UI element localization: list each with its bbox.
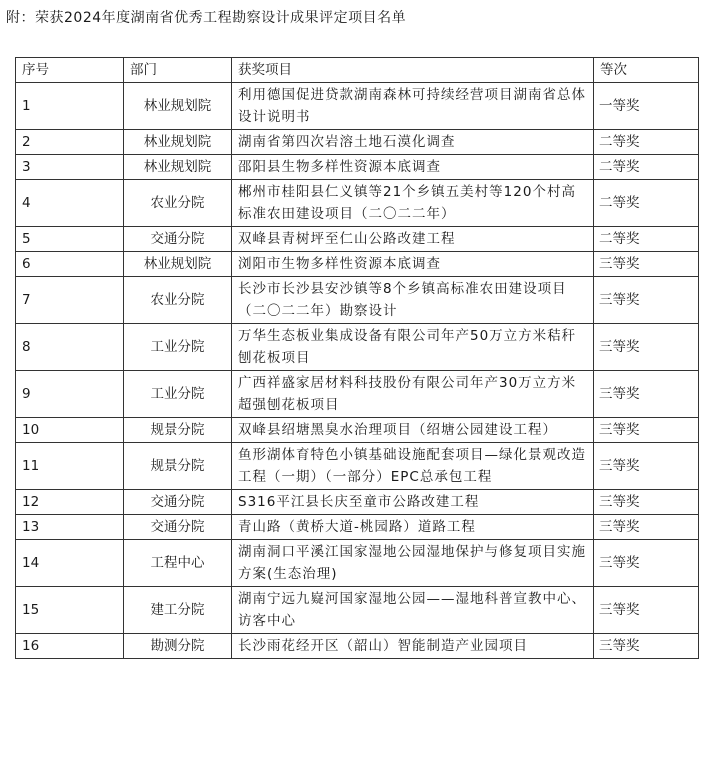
table-row [16,227,699,252]
row-department: 林业规划院 [124,252,232,277]
row-rank: 三等奖 [594,515,699,540]
header-rank: 等次 [594,58,699,83]
row-project: 青山路（黄桥大道-桃园路）道路工程 [232,515,594,540]
row-department: 农业分院 [124,180,232,227]
awards-table [15,57,699,659]
table-row [16,277,699,324]
table-row [16,83,699,130]
row-project: 双峰县青树坪至仁山公路改建工程 [232,227,594,252]
row-rank: 二等奖 [594,180,699,227]
row-index: 16 [16,634,124,659]
row-index: 4 [16,180,124,227]
row-index: 15 [16,587,124,634]
row-project: 鱼形湖体育特色小镇基础设施配套项目—绿化景观改造工程（一期）（一部分）EPC总承包工程 [232,443,594,490]
table-row [16,634,699,659]
row-project: 郴州市桂阳县仁义镇等21个乡镇五美村等120个村高标准农田建设项目（二〇二二年） [232,180,594,227]
row-index: 14 [16,540,124,587]
row-department: 交通分院 [124,490,232,515]
row-rank: 三等奖 [594,252,699,277]
row-index: 2 [16,130,124,155]
row-index: 13 [16,515,124,540]
row-index: 3 [16,155,124,180]
row-rank: 三等奖 [594,587,699,634]
table-row [16,252,699,277]
row-rank: 三等奖 [594,443,699,490]
row-rank: 三等奖 [594,634,699,659]
row-department: 林业规划院 [124,155,232,180]
row-index: 9 [16,371,124,418]
table-header-row [16,58,699,83]
row-department: 规景分院 [124,418,232,443]
row-rank: 三等奖 [594,418,699,443]
row-index: 6 [16,252,124,277]
table-row [16,418,699,443]
row-index: 5 [16,227,124,252]
row-department: 农业分院 [124,277,232,324]
row-rank: 一等奖 [594,83,699,130]
row-rank: 三等奖 [594,324,699,371]
header-department: 部门 [124,58,232,83]
row-department: 工程中心 [124,540,232,587]
row-department: 建工分院 [124,587,232,634]
row-rank: 二等奖 [594,227,699,252]
table-row [16,540,699,587]
table-row [16,130,699,155]
row-project: 长沙雨花经开区（韶山）智能制造产业园项目 [232,634,594,659]
row-rank: 三等奖 [594,490,699,515]
table-row [16,587,699,634]
row-department: 林业规划院 [124,83,232,130]
row-project: 邵阳县生物多样性资源本底调查 [232,155,594,180]
table-row [16,490,699,515]
row-project: 湖南宁远九嶷河国家湿地公园——湿地科普宣教中心、访客中心 [232,587,594,634]
row-index: 11 [16,443,124,490]
row-department: 工业分院 [124,324,232,371]
row-rank: 二等奖 [594,130,699,155]
page-title: 附：荣获2024年度湖南省优秀工程勘察设计成果评定项目名单 [6,10,407,26]
table-row [16,180,699,227]
row-project: S316平江县长庆至童市公路改建工程 [232,490,594,515]
row-rank: 三等奖 [594,277,699,324]
row-project: 湖南洞口平溪江国家湿地公园湿地保护与修复项目实施方案(生态治理) [232,540,594,587]
row-index: 12 [16,490,124,515]
row-project: 万华生态板业集成设备有限公司年产50万立方米秸秆刨花板项目 [232,324,594,371]
table-row [16,515,699,540]
row-rank: 三等奖 [594,540,699,587]
header-project: 获奖项目 [232,58,594,83]
table-row [16,443,699,490]
row-rank: 三等奖 [594,371,699,418]
table-row [16,371,699,418]
row-department: 交通分院 [124,227,232,252]
row-project: 湖南省第四次岩溶土地石漠化调查 [232,130,594,155]
row-rank: 二等奖 [594,155,699,180]
row-project: 双峰县绍塘黑臭水治理项目（绍塘公园建设工程） [232,418,594,443]
row-department: 林业规划院 [124,130,232,155]
row-project: 利用德国促进贷款湖南森林可持续经营项目湖南省总体设计说明书 [232,83,594,130]
row-department: 工业分院 [124,371,232,418]
header-index: 序号 [16,58,124,83]
row-index: 8 [16,324,124,371]
row-index: 7 [16,277,124,324]
row-department: 规景分院 [124,443,232,490]
table-row [16,155,699,180]
row-department: 交通分院 [124,515,232,540]
row-project: 浏阳市生物多样性资源本底调查 [232,252,594,277]
row-index: 1 [16,83,124,130]
row-project: 长沙市长沙县安沙镇等8个乡镇高标准农田建设项目（二〇二二年）勘察设计 [232,277,594,324]
table-row [16,324,699,371]
row-department: 勘测分院 [124,634,232,659]
row-project: 广西祥盛家居材料科技股份有限公司年产30万立方米超强刨花板项目 [232,371,594,418]
row-index: 10 [16,418,124,443]
